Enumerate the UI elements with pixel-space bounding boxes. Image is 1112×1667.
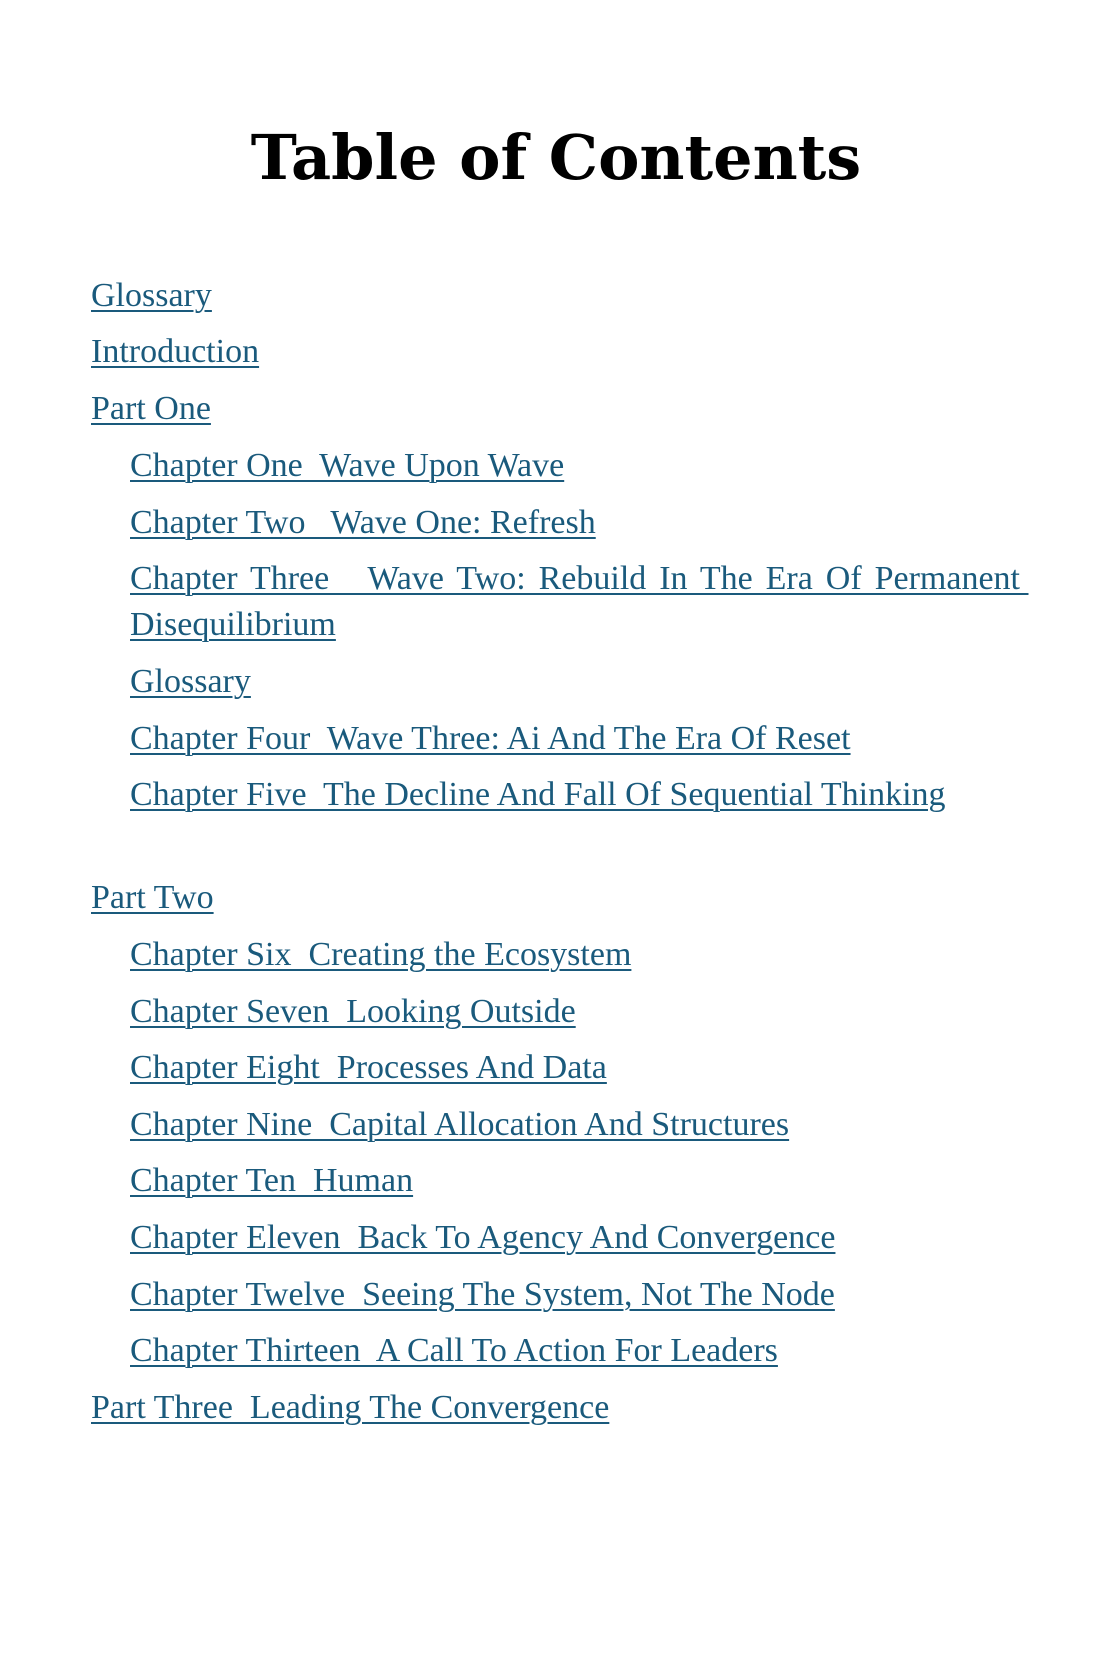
toc-link-chapter-eleven[interactable]: Chapter Eleven Back To Agency And Convergence — [130, 1219, 836, 1256]
toc-link-chapter-ten[interactable]: Chapter Ten Human — [130, 1162, 414, 1199]
toc-link-glossary-2[interactable]: Glossary — [130, 663, 251, 700]
toc-link-chapter-four[interactable]: Chapter Four Wave Three: Ai And The Era Of Reset — [130, 720, 851, 757]
toc-link-chapter-twelve[interactable]: Chapter Twelve Seeing The System, Not The Node — [130, 1276, 835, 1313]
toc-link-chapter-one[interactable]: Chapter One Wave Upon Wave — [130, 447, 565, 484]
toc-link-chapter-thirteen[interactable]: Chapter Thirteen A Call To Action For Leaders — [130, 1332, 778, 1369]
toc-link-chapter-three[interactable]: Chapter Three Wave Two: Rebuild In The Era Of Permanent Disequilibrium — [130, 560, 1029, 643]
toc-link-chapter-seven[interactable]: Chapter Seven Looking Outside — [130, 993, 576, 1030]
page-title: Table of Contents — [250, 121, 862, 194]
toc-link-part-three[interactable]: Part Three Leading The Convergence — [91, 1389, 610, 1426]
toc-link-chapter-nine[interactable]: Chapter Nine Capital Allocation And Structures — [130, 1106, 790, 1143]
toc-link-chapter-six[interactable]: Chapter Six Creating the Ecosystem — [130, 936, 632, 973]
toc-link-chapter-five[interactable]: Chapter Five The Decline And Fall Of Sequential Thinking — [130, 776, 946, 813]
toc-link-part-two[interactable]: Part Two — [91, 879, 214, 916]
toc-link-glossary[interactable]: Glossary — [91, 277, 212, 314]
toc-link-chapter-eight[interactable]: Chapter Eight Processes And Data — [130, 1049, 607, 1086]
toc-link-introduction[interactable]: Introduction — [91, 333, 260, 370]
toc-link-chapter-two[interactable]: Chapter Two Wave One: Refresh — [130, 504, 596, 541]
toc-link-part-one[interactable]: Part One — [91, 390, 211, 427]
